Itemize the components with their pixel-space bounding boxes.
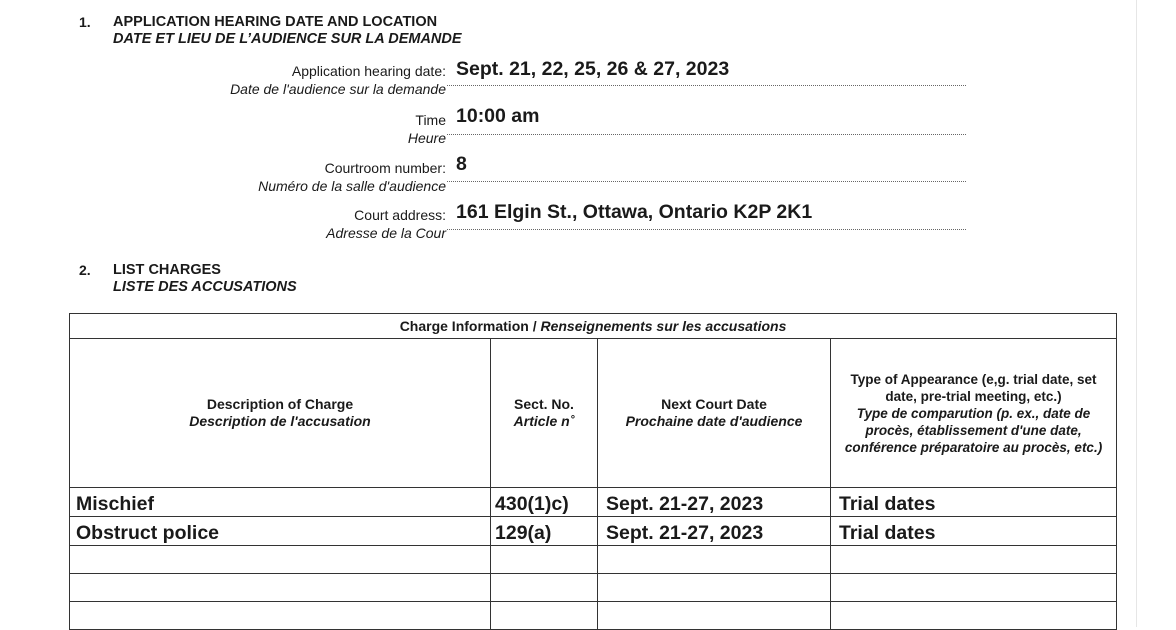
header-section-fr: Article n˚ (513, 413, 575, 429)
section-2-title (113, 262, 297, 296)
hearing-date-value: Sept. 21, 22, 25, 26 & 27, 2023 (456, 58, 730, 80)
section-2-title-en: LIST CHARGES (113, 262, 221, 278)
courtroom-label-fr: Numéro de la salle d'audience (258, 178, 446, 194)
time-label (408, 111, 446, 147)
empty-cell (491, 574, 598, 602)
address-value: 161 Elgin St., Ottawa, Ontario K2P 2K1 (456, 201, 813, 223)
empty-cell (70, 574, 491, 602)
empty-cell (598, 546, 831, 574)
hearing-date-line (447, 85, 966, 86)
hearing-date-label (230, 62, 446, 98)
header-section-en: Sect. No. (514, 396, 574, 412)
hearing-date-label-en: Application hearing date: (291, 63, 446, 79)
charge-section: 430(1)c) (491, 488, 598, 517)
section-1-number: 1. (79, 14, 91, 30)
empty-cell (598, 574, 831, 602)
header-description-en: Description of Charge (206, 396, 354, 412)
charges-table-title-fr: Renseignements sur les accusations (540, 317, 787, 334)
header-type-en: Type of Appearance (e,g. trial date, set date, pre-trial meeting, etc.) (850, 371, 1097, 404)
header-description (70, 339, 491, 488)
charge-type: Trial dates (831, 488, 1117, 517)
table-row-empty (70, 574, 1117, 602)
charges-table-title-en: Charge Information / (399, 317, 541, 334)
empty-cell (831, 574, 1117, 602)
table-row (70, 517, 1117, 546)
header-description-fr: Description de l'accusation (189, 413, 371, 429)
charges-table-title (70, 314, 1117, 339)
address-label-en: Court address: (354, 207, 446, 223)
address-label (326, 206, 446, 242)
charge-description: Mischief (70, 488, 491, 517)
empty-cell (70, 602, 491, 630)
section-2-title-fr: LISTE DES ACCUSATIONS (113, 279, 297, 295)
charge-section: 129(a) (491, 517, 598, 546)
header-next-date-fr: Prochaine date d'audience (625, 413, 803, 429)
header-next-date (598, 339, 831, 488)
header-type-fr: Type de comparution (p. ex., date de procès, établissement d'une date, conférence préparatoire au procès, etc.) (844, 405, 1103, 455)
empty-cell (831, 546, 1117, 574)
charges-table (69, 313, 1117, 630)
charge-next-date: Sept. 21-27, 2023 (598, 517, 831, 546)
header-type (831, 339, 1117, 488)
section-1-title (113, 14, 462, 48)
empty-cell (831, 602, 1117, 630)
courtroom-label-en: Courtroom number: (324, 160, 446, 176)
courtroom-line (447, 181, 966, 182)
address-label-fr: Adresse de la Cour (326, 225, 446, 241)
header-section (491, 339, 598, 488)
time-label-fr: Heure (407, 130, 446, 146)
page-edge (1136, 0, 1137, 627)
courtroom-label (258, 159, 446, 195)
empty-cell (598, 602, 831, 630)
section-1-title-fr: DATE ET LIEU DE L’AUDIENCE SUR LA DEMANDE (113, 31, 462, 47)
time-value: 10:00 am (456, 105, 540, 127)
time-line (447, 134, 966, 135)
empty-cell (491, 602, 598, 630)
header-next-date-en: Next Court Date (661, 396, 767, 412)
empty-cell (491, 546, 598, 574)
table-row-empty (70, 602, 1117, 630)
charge-description: Obstruct police (70, 517, 491, 546)
charge-next-date: Sept. 21-27, 2023 (598, 488, 831, 517)
table-row-empty (70, 546, 1117, 574)
empty-cell (70, 546, 491, 574)
address-line (447, 229, 966, 230)
courtroom-value: 8 (456, 153, 467, 175)
charge-type: Trial dates (831, 517, 1117, 546)
hearing-date-label-fr: Date de l'audience sur la demande (230, 81, 446, 97)
section-2-number: 2. (79, 262, 91, 278)
section-1-title-en: APPLICATION HEARING DATE AND LOCATION (113, 14, 438, 30)
table-row (70, 488, 1117, 517)
time-label-en: Time (415, 112, 446, 128)
